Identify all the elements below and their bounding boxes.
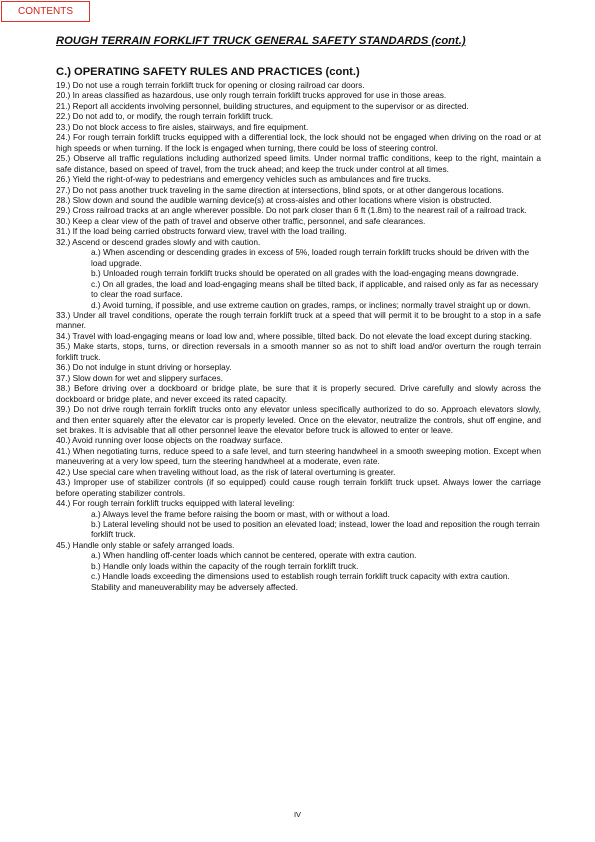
rule-subitem: a.) When handling off-center loads which cannot be centered, operate with extra caution. (91, 550, 417, 561)
rule-item: 29.) Cross railroad tracks at an angle wherever possible. Do not park closer than 6 ft (1.8m) to the nearest rail of a railroad track. (56, 205, 527, 216)
rule-subitem: a.) When ascending or descending grades in excess of 5%, loaded rough terrain forklift trucks should be driven with the load upgrade. (91, 247, 530, 268)
rule-subitem: a.) Always level the frame before raising the boom or mast, with or without a load. (91, 508, 390, 519)
rule-item: 22.) Do not add to, or modify, the rough terrain forklift truck. (56, 111, 274, 122)
rule-item: 43.) Improper use of stabilizer controls (if so equipped) could cause rough terrain forklift truck upset. Always lower the carriage before operating stabilizer controls. (56, 477, 541, 498)
rule-subitem: d.) Avoid turning, if possible, and use extreme caution on grades, ramps, or inclines; normally travel straight up or down. (91, 299, 531, 310)
rule-item: 28.) Slow down and sound the audible warning device(s) at cross-aisles and other locations where vision is obstructed. (56, 194, 492, 205)
rule-item: 25.) Observe all traffic regulations including authorized speed limits. Under normal traffic conditions, keep to the right, maintain a safe distance, based on speed of travel, from the truck ahead; and keep the truck under control at all times. (56, 153, 541, 174)
rule-subitem: b.) Handle only loads within the capacity of the rough terrain forklift truck. (91, 560, 359, 571)
rule-item: 20.) In areas classified as hazardous, use only rough terrain forklift trucks approved for use in those areas. (56, 90, 447, 101)
section-title: C.) OPERATING SAFETY RULES AND PRACTICES (cont.) (56, 66, 360, 78)
rule-item: 37.) Slow down for wet and slippery surfaces. (56, 372, 223, 383)
rule-subitem: b.) Lateral leveling should not be used to position an elevated load; instead, lower the load and reposition the rough terrain forklift truck. (91, 519, 540, 540)
rule-item: 34.) Travel with load-engaging means or load low and, where possible, tilted back. Do not elevate the load except during stacking. (56, 330, 532, 341)
rules-list (56, 80, 541, 592)
rule-item: 38.) Before driving over a dockboard or bridge plate, be sure that it is properly secured. Drive carefully and slowly across the dockboard or bridge plate, and never exceed its rated capacity. (56, 383, 541, 404)
rule-item: 30.) Keep a clear view of the path of travel and observe other traffic, personnel, and safe clearances. (56, 215, 426, 226)
rule-item: 39.) Do not drive rough terrain forklift trucks onto any elevator unless specifically authorized to do so. Approach elevators slowly, and then enter squarely after the elevator car is properly leveled. Once on the elevator, neutralize the controls, shut off engine, and set brakes. It is advisable that all other personnel leave the elevator before truck is allowed to enter or leave. (56, 404, 541, 435)
rule-item: 41.) When negotiating turns, reduce speed to a safe level, and turn steering handwheel in a smooth sweeping motion. Except when maneuvering at a very low speed, turn the steering handwheel at a moderate, even rate. (56, 445, 541, 467)
rule-item: 35.) Make starts, stops, turns, or direction reversals in a smooth manner so as not to shift load and/or overturn the rough terrain forklift truck. (56, 341, 541, 362)
rule-item: 26.) Yield the right-of-way to pedestrians and emergency vehicles such as ambulances and fire trucks. (56, 174, 431, 185)
rule-item: 19.) Do not use a rough terrain forklift truck for opening or closing railroad car doors. (56, 80, 365, 90)
rule-item: 42.) Use special care when traveling without load, as the risk of lateral overturning is greater. (56, 466, 396, 477)
rule-subitem: b.) Unloaded rough terrain forklift trucks should be operated on all grades with the load-engaging means downgrade. (91, 268, 519, 279)
rule-item: 27.) Do not pass another truck traveling in the same direction at intersections, blind spots, or at other dangerous locations. (56, 184, 504, 195)
rule-item: 33.) Under all travel conditions, operate the rough terrain forklift truck at a speed that will permit it to be brought to a stop in a safe manner. (56, 309, 541, 331)
rule-item: 40.) Avoid running over loose objects on the roadway surface. (56, 435, 283, 446)
page-number: IV (293, 810, 302, 819)
rule-subitem: c.) On all grades, the load and load-engaging means shall be tilted back, if applicable, and raised only as far as necessary to clear the road surface. (91, 278, 539, 300)
rule-item: 45.) Handle only stable or safely arranged loads. (56, 539, 235, 550)
rule-subitem: c.) Handle loads exceeding the dimensions used to establish rough terrain forklift truck capacity with extra caution. Stability and maneuverability may be adversely affected. (91, 571, 510, 592)
rule-item: 31.) If the load being carried obstructs forward view, travel with the load trailing. (56, 226, 347, 237)
rule-item: 36.) Do not indulge in stunt driving or horseplay. (56, 362, 232, 373)
rule-item: 44.) For rough terrain forklift trucks equipped with lateral leveling: (56, 498, 295, 509)
rule-item: 24.) For rough terrain forklift trucks equipped with a differential lock, the lock should not be engaged when driving on the road or at high speeds or when turning. If the lock is engaged when turning, there could be loss of steering control. (56, 132, 541, 153)
rule-item: 32.) Ascend or descend grades slowly and with caution. (56, 236, 261, 247)
rule-item: 23.) Do not block access to fire aisles, stairways, and fire equipment. (56, 121, 309, 132)
contents-button[interactable]: CONTENTS (1, 1, 90, 22)
page-title: ROUGH TERRAIN FORKLIFT TRUCK GENERAL SAFETY STANDARDS (cont.) (56, 35, 466, 47)
rule-item: 21.) Report all accidents involving personnel, building structures, and equipment to the supervisor or as directed. (56, 100, 469, 111)
